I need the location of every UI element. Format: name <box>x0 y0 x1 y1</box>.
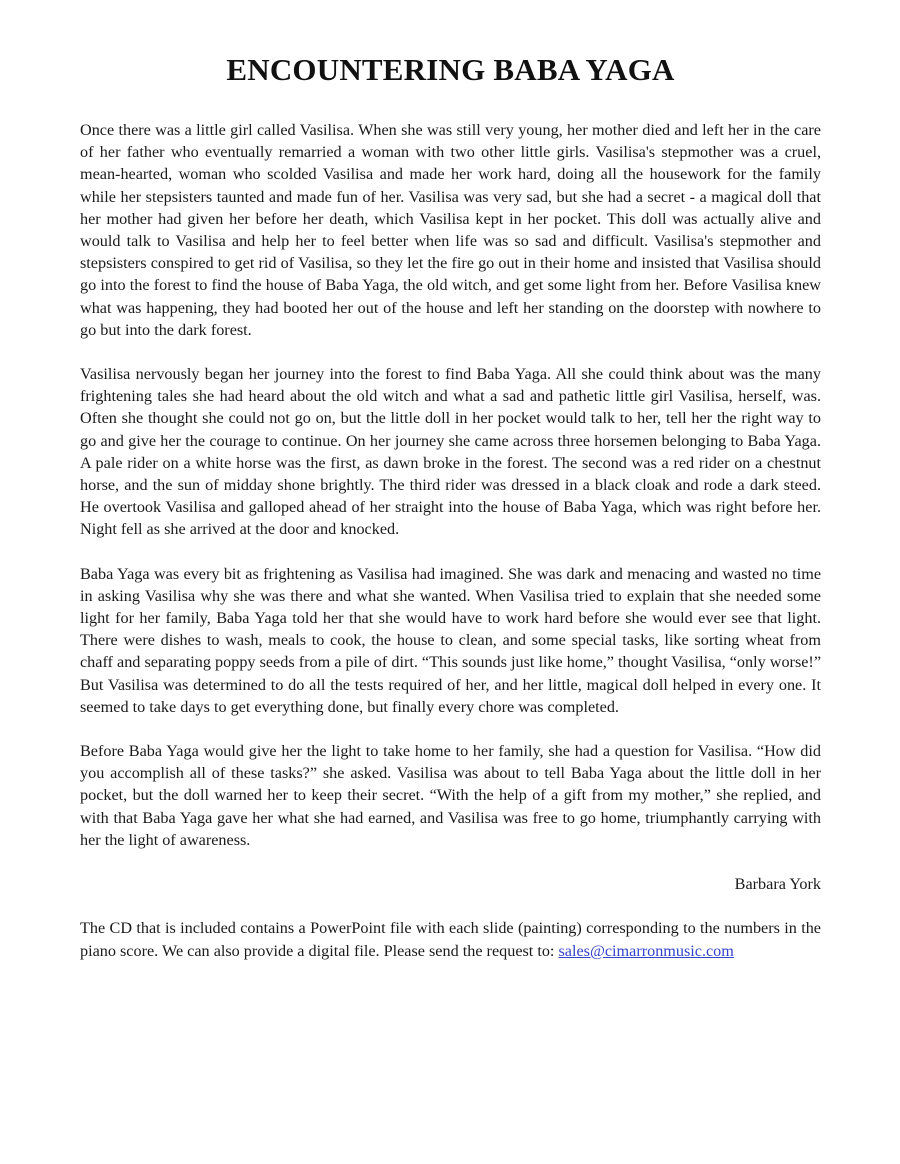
author-signature: Barbara York <box>734 875 821 894</box>
story-paragraph-1: Once there was a little girl called Vasilisa. When she was still very young, her mother died and left her in the care of her father who eventually remarried a woman with two other little girls. Vasilisa's stepmother was a cruel, mean-hearted, woman who scolded Vasilisa and made her work hard, doing all the housework for the family while her stepsisters taunted and made fun of her. Vasilisa was very sad, but she had a secret - a magical doll that her mother had given her before her death, which Vasilisa kept in her pocket. This doll was actually alive and would talk to Vasilisa and help her to feel better when life was so sad and difficult. Vasilisa's stepmother and stepsisters conspired to get rid of Vasilisa, so they let the fire go out in their home and insisted that Vasilisa should go into the forest to find the house of Baba Yaga, the old witch, and get some light from her. Before Vasilisa knew what was happening, they had booted her out of the house and left her standing on the doorstep with nowhere to go but into the dark forest. <box>80 121 821 339</box>
story-paragraph-4: Before Baba Yaga would give her the light to take home to her family, she had a question for Vasilisa. “How did you accomplish all of these tasks?” she asked. Vasilisa was about to tell Baba Yaga about the little doll in her pocket, but the doll warned her to keep their secret. “With the help of a gift from my mother,” she replied, and with that Baba Yaga gave her what she had earned, and Vasilisa was free to go home, triumphantly carrying with her the light of awareness. <box>80 742 821 849</box>
cd-note <box>80 917 821 961</box>
story-paragraph-3: Baba Yaga was every bit as frightening as Vasilisa had imagined. She was dark and menacing and wasted no time in asking Vasilisa why she was there and what she wanted. When Vasilisa tried to explain that she needed some light for her family, Baba Yaga told her that she would have to work hard before she would ever see that light. There were dishes to wash, meals to cook, the house to clean, and some special tasks, like sorting wheat from chaff and separating poppy seeds from a pile of dirt. “This sounds just like home,” thought Vasilisa, “only worse!” But Vasilisa was determined to do all the tests required of her, and her little, magical doll helped in every one. It seemed to take days to get everything done, but finally every chore was completed. <box>80 564 821 716</box>
story-paragraph-2: Vasilisa nervously began her journey into the forest to find Baba Yaga. All she could think about was the many frightening tales she had heard about the old witch and what a sad and pathetic little girl Vasilisa, herself, was. Often she thought she could not go on, but the little doll in her pocket would talk to her, tell her the right way to go and give her the courage to continue. On her journey she came across three horsemen belonging to Baba Yaga. A pale rider on a white horse was the first, as dawn broke in the forest. The second was a red rider on a chestnut horse, and the sun of midday shone brightly. The third rider was dressed in a black cloak and rode a dark steed. He overtook Vasilisa and galloped ahead of her straight into the house of Baba Yaga, which was right before her. Night fell as she arrived at the door and knocked. <box>80 365 821 539</box>
document-page <box>80 50 821 962</box>
email-link[interactable]: sales@cimarronmusic.com <box>558 941 734 960</box>
cd-note-text: The CD that is included contains a PowerPoint file with each slide (painting) corresponding to the numbers in the piano score. We can also provide a digital file. Please send the request to: <box>80 919 821 960</box>
page-title: ENCOUNTERING BABA YAGA <box>226 52 675 87</box>
